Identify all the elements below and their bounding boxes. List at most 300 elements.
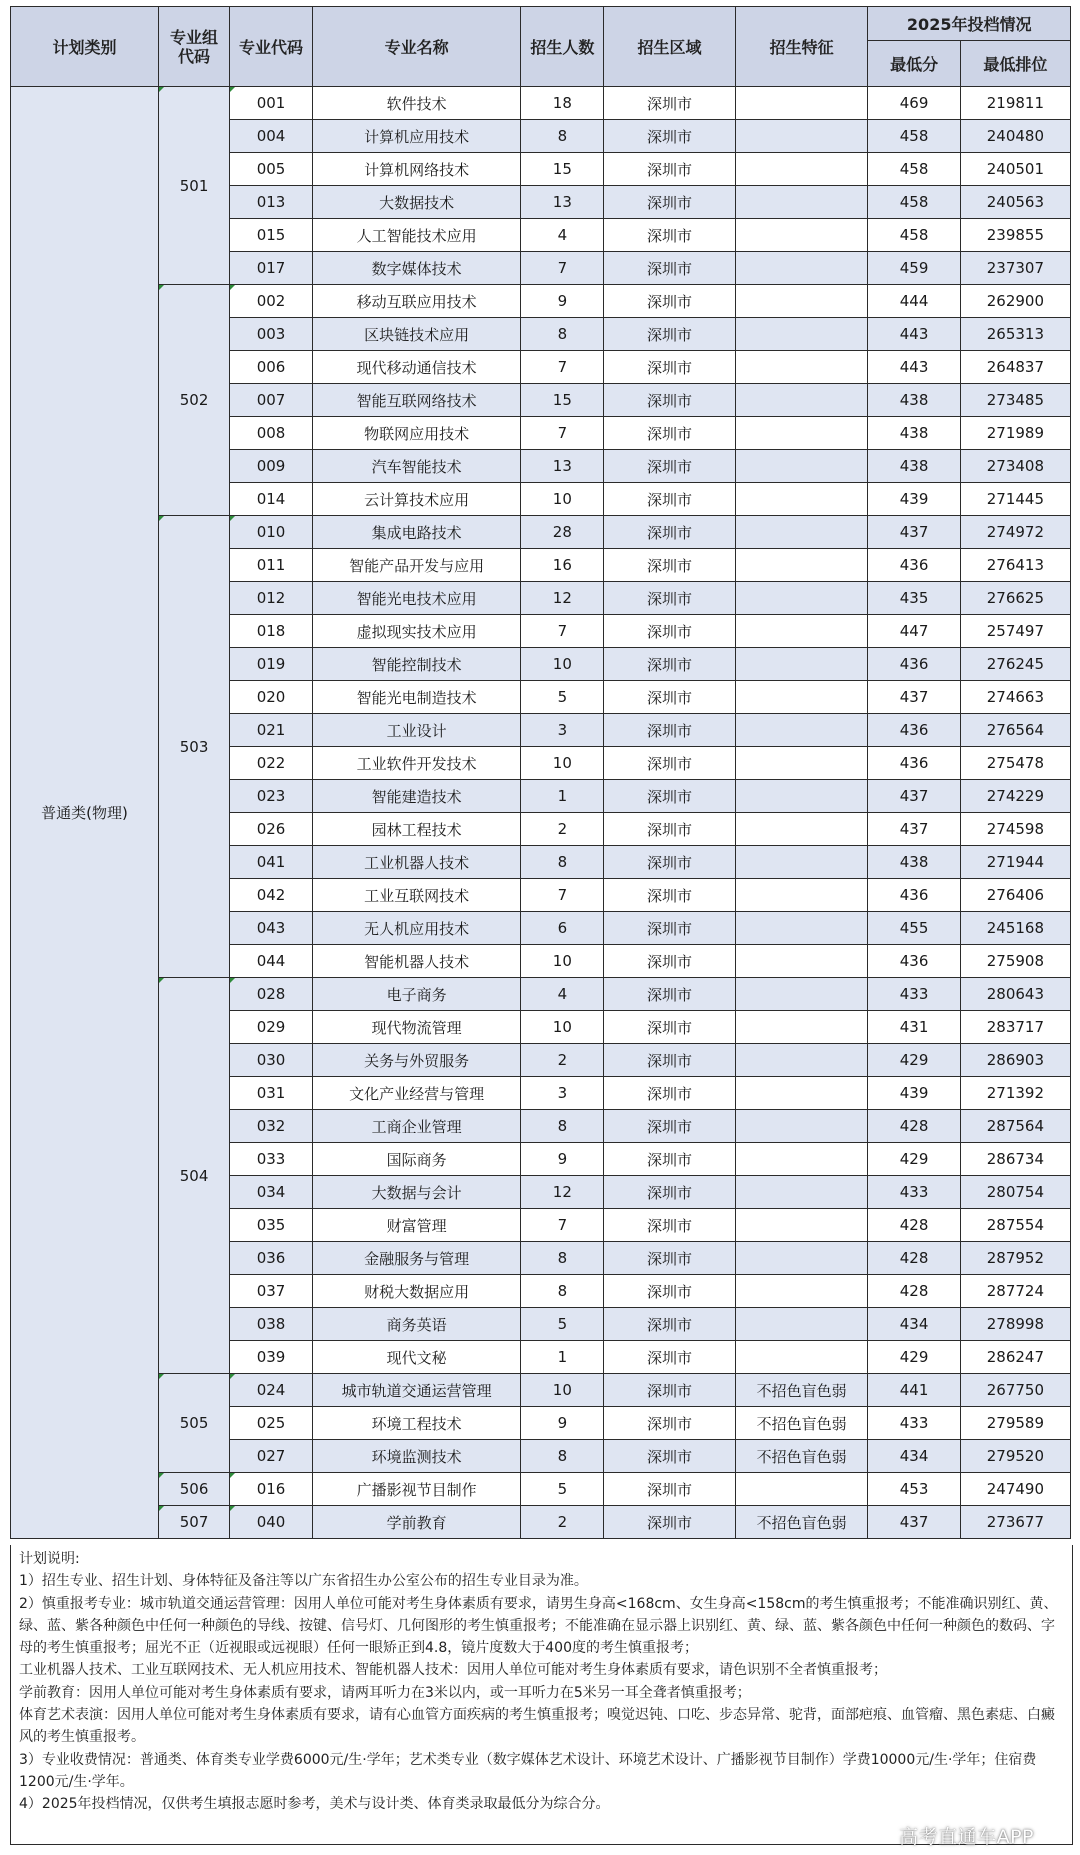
feature-cell <box>735 879 868 912</box>
major-code-cell: 017 <box>230 252 313 285</box>
min-rank-cell: 276406 <box>960 879 1070 912</box>
quota-cell: 2 <box>521 813 604 846</box>
feature-cell <box>735 1275 868 1308</box>
min-rank-cell: 287724 <box>960 1275 1070 1308</box>
major-name-cell: 计算机网络技术 <box>312 153 520 186</box>
region-cell: 深圳市 <box>604 120 735 153</box>
major-code-cell: 006 <box>230 351 313 384</box>
major-name-cell: 广播影视节目制作 <box>312 1473 520 1506</box>
feature-cell <box>735 582 868 615</box>
quota-cell: 13 <box>521 450 604 483</box>
min-rank-cell: 245168 <box>960 912 1070 945</box>
min-rank-cell: 275908 <box>960 945 1070 978</box>
region-cell: 深圳市 <box>604 285 735 318</box>
quota-cell: 28 <box>521 516 604 549</box>
region-cell: 深圳市 <box>604 1242 735 1275</box>
min-rank-cell: 286903 <box>960 1044 1070 1077</box>
region-cell: 深圳市 <box>604 1506 735 1539</box>
min-score-cell: 455 <box>868 912 960 945</box>
region-cell: 深圳市 <box>604 978 735 1011</box>
min-score-cell: 428 <box>868 1209 960 1242</box>
major-code-cell: 037 <box>230 1275 313 1308</box>
major-name-cell: 文化产业经营与管理 <box>312 1077 520 1110</box>
major-name-cell: 集成电路技术 <box>312 516 520 549</box>
major-name-cell: 软件技术 <box>312 87 520 120</box>
min-rank-cell: 275478 <box>960 747 1070 780</box>
min-rank-cell: 273677 <box>960 1506 1070 1539</box>
min-rank-cell: 257497 <box>960 615 1070 648</box>
min-score-cell: 439 <box>868 483 960 516</box>
min-rank-cell: 279589 <box>960 1407 1070 1440</box>
region-cell: 深圳市 <box>604 879 735 912</box>
major-code-cell: 009 <box>230 450 313 483</box>
min-rank-cell: 271445 <box>960 483 1070 516</box>
min-score-cell: 433 <box>868 1176 960 1209</box>
region-cell: 深圳市 <box>604 549 735 582</box>
feature-cell <box>735 1044 868 1077</box>
region-cell: 深圳市 <box>604 384 735 417</box>
header-group-code: 专业组 代码 <box>159 7 230 87</box>
quota-cell: 10 <box>521 1374 604 1407</box>
major-name-cell: 现代移动通信技术 <box>312 351 520 384</box>
plan-notes <box>10 1545 1073 1845</box>
feature-cell <box>735 549 868 582</box>
major-code-cell: 014 <box>230 483 313 516</box>
feature-cell <box>735 780 868 813</box>
region-cell: 深圳市 <box>604 747 735 780</box>
group-code-cell: 505 <box>159 1374 230 1473</box>
feature-cell: 不招色盲色弱 <box>735 1407 868 1440</box>
major-code-cell: 024 <box>230 1374 313 1407</box>
min-score-cell: 453 <box>868 1473 960 1506</box>
region-cell: 深圳市 <box>604 351 735 384</box>
major-code-cell: 001 <box>230 87 313 120</box>
major-code-cell: 023 <box>230 780 313 813</box>
quota-cell: 1 <box>521 1341 604 1374</box>
header-major-name: 专业名称 <box>312 7 520 87</box>
region-cell: 深圳市 <box>604 813 735 846</box>
min-rank-cell: 240501 <box>960 153 1070 186</box>
min-rank-cell: 247490 <box>960 1473 1070 1506</box>
quota-cell: 3 <box>521 714 604 747</box>
min-rank-cell: 276564 <box>960 714 1070 747</box>
major-name-cell: 区块链技术应用 <box>312 318 520 351</box>
region-cell: 深圳市 <box>604 582 735 615</box>
feature-cell <box>735 1143 868 1176</box>
min-rank-cell: 273408 <box>960 450 1070 483</box>
min-score-cell: 433 <box>868 978 960 1011</box>
quota-cell: 8 <box>521 1275 604 1308</box>
min-rank-cell: 267750 <box>960 1374 1070 1407</box>
table-row <box>11 1506 1071 1539</box>
feature-cell <box>735 1011 868 1044</box>
quota-cell: 12 <box>521 1176 604 1209</box>
quota-cell: 5 <box>521 1473 604 1506</box>
major-code-cell: 021 <box>230 714 313 747</box>
min-score-cell: 428 <box>868 1110 960 1143</box>
major-code-cell: 002 <box>230 285 313 318</box>
table-row <box>11 285 1071 318</box>
region-cell: 深圳市 <box>604 1407 735 1440</box>
note-line: 体育艺术表演：因用人单位可能对考生身体素质有要求，请有心血管方面疾病的考生慎重报考；嗅觉迟钝、口吃、步态异常、驼背，面部疤痕、血管瘤、黑色素痣、白癜风的考生慎重报考。 <box>19 1707 1055 1746</box>
feature-cell <box>735 1176 868 1209</box>
quota-cell: 16 <box>521 549 604 582</box>
quota-cell: 7 <box>521 1209 604 1242</box>
region-cell: 深圳市 <box>604 1308 735 1341</box>
note-line: 1）招生专业、招生计划、身体特征及备注等以广东省招生办公室公布的招生专业目录为准。 <box>19 1573 588 1590</box>
region-cell: 深圳市 <box>604 1176 735 1209</box>
major-name-cell: 国际商务 <box>312 1143 520 1176</box>
plan-category-cell: 普通类(物理) <box>11 87 159 1539</box>
major-code-cell: 039 <box>230 1341 313 1374</box>
major-name-cell: 现代物流管理 <box>312 1011 520 1044</box>
major-name-cell: 智能控制技术 <box>312 648 520 681</box>
min-score-cell: 436 <box>868 747 960 780</box>
major-name-cell: 财富管理 <box>312 1209 520 1242</box>
quota-cell: 8 <box>521 846 604 879</box>
major-name-cell: 智能产品开发与应用 <box>312 549 520 582</box>
major-code-cell: 025 <box>230 1407 313 1440</box>
major-code-cell: 019 <box>230 648 313 681</box>
major-code-cell: 038 <box>230 1308 313 1341</box>
feature-cell <box>735 813 868 846</box>
table-row <box>11 87 1071 120</box>
region-cell: 深圳市 <box>604 1077 735 1110</box>
region-cell: 深圳市 <box>604 450 735 483</box>
note-line: 计划说明: <box>19 1551 80 1567</box>
region-cell: 深圳市 <box>604 648 735 681</box>
region-cell: 深圳市 <box>604 1374 735 1407</box>
feature-cell <box>735 1473 868 1506</box>
region-cell: 深圳市 <box>604 87 735 120</box>
quota-cell: 5 <box>521 1308 604 1341</box>
major-code-cell: 034 <box>230 1176 313 1209</box>
major-code-cell: 036 <box>230 1242 313 1275</box>
min-rank-cell: 276245 <box>960 648 1070 681</box>
min-rank-cell: 276625 <box>960 582 1070 615</box>
region-cell: 深圳市 <box>604 1044 735 1077</box>
major-code-cell: 032 <box>230 1110 313 1143</box>
major-name-cell: 工业机器人技术 <box>312 846 520 879</box>
min-rank-cell: 274972 <box>960 516 1070 549</box>
min-rank-cell: 278998 <box>960 1308 1070 1341</box>
major-code-cell: 026 <box>230 813 313 846</box>
feature-cell <box>735 351 868 384</box>
major-name-cell: 电子商务 <box>312 978 520 1011</box>
table-row <box>11 1473 1071 1506</box>
major-code-cell: 003 <box>230 318 313 351</box>
major-name-cell: 智能互联网络技术 <box>312 384 520 417</box>
min-rank-cell: 239855 <box>960 219 1070 252</box>
quota-cell: 8 <box>521 1242 604 1275</box>
feature-cell <box>735 252 868 285</box>
major-code-cell: 027 <box>230 1440 313 1473</box>
group-code-cell: 506 <box>159 1473 230 1506</box>
feature-cell <box>735 384 868 417</box>
quota-cell: 13 <box>521 186 604 219</box>
min-rank-cell: 287952 <box>960 1242 1070 1275</box>
region-cell: 深圳市 <box>604 219 735 252</box>
major-name-cell: 园林工程技术 <box>312 813 520 846</box>
major-code-cell: 022 <box>230 747 313 780</box>
major-code-cell: 015 <box>230 219 313 252</box>
min-score-cell: 433 <box>868 1407 960 1440</box>
major-name-cell: 城市轨道交通运营管理 <box>312 1374 520 1407</box>
feature-cell <box>735 747 868 780</box>
min-score-cell: 434 <box>868 1308 960 1341</box>
feature-cell <box>735 714 868 747</box>
header-major-code: 专业代码 <box>230 7 313 87</box>
major-code-cell: 004 <box>230 120 313 153</box>
min-score-cell: 438 <box>868 417 960 450</box>
min-rank-cell: 286247 <box>960 1341 1070 1374</box>
min-score-cell: 428 <box>868 1275 960 1308</box>
min-rank-cell: 276413 <box>960 549 1070 582</box>
min-score-cell: 458 <box>868 120 960 153</box>
min-score-cell: 435 <box>868 582 960 615</box>
major-name-cell: 智能建造技术 <box>312 780 520 813</box>
min-score-cell: 443 <box>868 351 960 384</box>
feature-cell <box>735 153 868 186</box>
watermark: 高考直通车APP <box>899 1826 1034 1848</box>
min-rank-cell: 287554 <box>960 1209 1070 1242</box>
major-code-cell: 041 <box>230 846 313 879</box>
major-code-cell: 007 <box>230 384 313 417</box>
min-rank-cell: 280643 <box>960 978 1070 1011</box>
major-name-cell: 大数据技术 <box>312 186 520 219</box>
region-cell: 深圳市 <box>604 1143 735 1176</box>
min-score-cell: 459 <box>868 252 960 285</box>
group-code-cell: 503 <box>159 516 230 978</box>
table-body <box>11 87 1071 1539</box>
quota-cell: 7 <box>521 417 604 450</box>
quota-cell: 7 <box>521 615 604 648</box>
min-rank-cell: 219811 <box>960 87 1070 120</box>
major-name-cell: 无人机应用技术 <box>312 912 520 945</box>
major-name-cell: 智能光电技术应用 <box>312 582 520 615</box>
min-score-cell: 436 <box>868 648 960 681</box>
min-score-cell: 438 <box>868 450 960 483</box>
major-name-cell: 虚拟现实技术应用 <box>312 615 520 648</box>
region-cell: 深圳市 <box>604 153 735 186</box>
major-code-cell: 042 <box>230 879 313 912</box>
major-name-cell: 智能机器人技术 <box>312 945 520 978</box>
region-cell: 深圳市 <box>604 714 735 747</box>
feature-cell <box>735 1077 868 1110</box>
note-line: 工业机器人技术、工业互联网技术、无人机应用技术、智能机器人技术：因用人单位可能对考生身体素质有要求，请色识别不全者慎重报考； <box>19 1662 887 1679</box>
min-score-cell: 439 <box>868 1077 960 1110</box>
major-name-cell: 人工智能技术应用 <box>312 219 520 252</box>
major-code-cell: 010 <box>230 516 313 549</box>
min-score-cell: 434 <box>868 1440 960 1473</box>
feature-cell <box>735 1341 868 1374</box>
min-score-cell: 429 <box>868 1143 960 1176</box>
min-score-cell: 444 <box>868 285 960 318</box>
region-cell: 深圳市 <box>604 615 735 648</box>
group-code-cell: 501 <box>159 87 230 285</box>
header-plan-type: 计划类别 <box>11 7 159 87</box>
region-cell: 深圳市 <box>604 417 735 450</box>
min-rank-cell: 280754 <box>960 1176 1070 1209</box>
table-row <box>11 516 1071 549</box>
min-score-cell: 437 <box>868 1506 960 1539</box>
feature-cell: 不招色盲色弱 <box>735 1440 868 1473</box>
quota-cell: 5 <box>521 681 604 714</box>
major-name-cell: 学前教育 <box>312 1506 520 1539</box>
note-line: 3）专业收费情况：普通类、体育类专业学费6000元/生·学年；艺术类专业（数字媒体艺术设计、环境艺术设计、广播影视节目制作）学费10000元/生·学年；住宿费1200元/生·学年。 <box>19 1751 1037 1790</box>
major-name-cell: 财税大数据应用 <box>312 1275 520 1308</box>
region-cell: 深圳市 <box>604 1275 735 1308</box>
min-score-cell: 428 <box>868 1242 960 1275</box>
min-rank-cell: 283717 <box>960 1011 1070 1044</box>
note-line: 4）2025年投档情况，仅供考生填报志愿时参考，美术与设计类、体育类录取最低分为综合分。 <box>19 1796 610 1813</box>
region-cell: 深圳市 <box>604 681 735 714</box>
min-rank-cell: 237307 <box>960 252 1070 285</box>
quota-cell: 7 <box>521 879 604 912</box>
feature-cell <box>735 615 868 648</box>
feature-cell: 不招色盲色弱 <box>735 1374 868 1407</box>
quota-cell: 9 <box>521 285 604 318</box>
min-score-cell: 436 <box>868 945 960 978</box>
major-name-cell: 商务英语 <box>312 1308 520 1341</box>
major-name-cell: 大数据与会计 <box>312 1176 520 1209</box>
quota-cell: 8 <box>521 318 604 351</box>
min-score-cell: 437 <box>868 813 960 846</box>
min-score-cell: 443 <box>868 318 960 351</box>
min-rank-cell: 264837 <box>960 351 1070 384</box>
major-code-cell: 029 <box>230 1011 313 1044</box>
feature-cell <box>735 1242 868 1275</box>
table-row <box>11 1374 1071 1407</box>
feature-cell <box>735 846 868 879</box>
quota-cell: 9 <box>521 1407 604 1440</box>
major-code-cell: 011 <box>230 549 313 582</box>
major-code-cell: 035 <box>230 1209 313 1242</box>
quota-cell: 10 <box>521 1011 604 1044</box>
feature-cell <box>735 483 868 516</box>
min-score-cell: 436 <box>868 714 960 747</box>
header-min-score: 最低分 <box>868 41 960 87</box>
region-cell: 深圳市 <box>604 1110 735 1143</box>
feature-cell <box>735 417 868 450</box>
quota-cell: 8 <box>521 120 604 153</box>
min-rank-cell: 262900 <box>960 285 1070 318</box>
major-code-cell: 012 <box>230 582 313 615</box>
quota-cell: 7 <box>521 351 604 384</box>
min-rank-cell: 274598 <box>960 813 1070 846</box>
major-code-cell: 043 <box>230 912 313 945</box>
min-rank-cell: 287564 <box>960 1110 1070 1143</box>
min-rank-cell: 265313 <box>960 318 1070 351</box>
region-cell: 深圳市 <box>604 318 735 351</box>
min-rank-cell: 240563 <box>960 186 1070 219</box>
quota-cell: 15 <box>521 384 604 417</box>
min-rank-cell: 273485 <box>960 384 1070 417</box>
feature-cell <box>735 1308 868 1341</box>
major-code-cell: 013 <box>230 186 313 219</box>
quota-cell: 8 <box>521 1440 604 1473</box>
quota-cell: 10 <box>521 648 604 681</box>
note-line: 学前教育：因用人单位可能对考生身体素质有要求，请两耳听力在3米以内，或一耳听力在5米另一耳全聋者慎重报考； <box>19 1684 751 1701</box>
major-name-cell: 工业软件开发技术 <box>312 747 520 780</box>
feature-cell <box>735 450 868 483</box>
major-code-cell: 044 <box>230 945 313 978</box>
header-region: 招生区域 <box>604 7 735 87</box>
region-cell: 深圳市 <box>604 483 735 516</box>
region-cell: 深圳市 <box>604 1209 735 1242</box>
major-name-cell: 关务与外贸服务 <box>312 1044 520 1077</box>
region-cell: 深圳市 <box>604 516 735 549</box>
major-code-cell: 008 <box>230 417 313 450</box>
min-rank-cell: 271392 <box>960 1077 1070 1110</box>
major-name-cell: 金融服务与管理 <box>312 1242 520 1275</box>
feature-cell <box>735 219 868 252</box>
admission-plan-table <box>10 6 1071 1539</box>
major-name-cell: 工业互联网技术 <box>312 879 520 912</box>
region-cell: 深圳市 <box>604 1473 735 1506</box>
major-code-cell: 028 <box>230 978 313 1011</box>
major-name-cell: 汽车智能技术 <box>312 450 520 483</box>
major-code-cell: 005 <box>230 153 313 186</box>
table-row <box>11 978 1071 1011</box>
min-rank-cell: 279520 <box>960 1440 1070 1473</box>
min-score-cell: 429 <box>868 1044 960 1077</box>
major-name-cell: 环境工程技术 <box>312 1407 520 1440</box>
feature-cell <box>735 681 868 714</box>
feature-cell <box>735 318 868 351</box>
major-code-cell: 020 <box>230 681 313 714</box>
feature-cell <box>735 87 868 120</box>
region-cell: 深圳市 <box>604 252 735 285</box>
min-score-cell: 447 <box>868 615 960 648</box>
major-code-cell: 030 <box>230 1044 313 1077</box>
region-cell: 深圳市 <box>604 945 735 978</box>
quota-cell: 18 <box>521 87 604 120</box>
major-code-cell: 031 <box>230 1077 313 1110</box>
feature-cell <box>735 285 868 318</box>
major-name-cell: 物联网应用技术 <box>312 417 520 450</box>
region-cell: 深圳市 <box>604 186 735 219</box>
major-name-cell: 移动互联应用技术 <box>312 285 520 318</box>
major-name-cell: 数字媒体技术 <box>312 252 520 285</box>
quota-cell: 8 <box>521 1110 604 1143</box>
quota-cell: 4 <box>521 978 604 1011</box>
major-code-cell: 018 <box>230 615 313 648</box>
feature-cell <box>735 120 868 153</box>
feature-cell <box>735 516 868 549</box>
major-code-cell: 040 <box>230 1506 313 1539</box>
major-name-cell: 环境监测技术 <box>312 1440 520 1473</box>
header-feature: 招生特征 <box>735 7 868 87</box>
region-cell: 深圳市 <box>604 846 735 879</box>
quota-cell: 7 <box>521 252 604 285</box>
major-code-cell: 033 <box>230 1143 313 1176</box>
quota-cell: 3 <box>521 1077 604 1110</box>
quota-cell: 12 <box>521 582 604 615</box>
min-score-cell: 429 <box>868 1341 960 1374</box>
major-name-cell: 工业设计 <box>312 714 520 747</box>
major-name-cell: 工商企业管理 <box>312 1110 520 1143</box>
major-name-cell: 计算机应用技术 <box>312 120 520 153</box>
min-score-cell: 438 <box>868 384 960 417</box>
major-name-cell: 智能光电制造技术 <box>312 681 520 714</box>
major-name-cell: 云计算技术应用 <box>312 483 520 516</box>
min-rank-cell: 271944 <box>960 846 1070 879</box>
feature-cell <box>735 186 868 219</box>
region-cell: 深圳市 <box>604 1011 735 1044</box>
quota-cell: 10 <box>521 483 604 516</box>
header-min-rank: 最低排位 <box>960 41 1070 87</box>
